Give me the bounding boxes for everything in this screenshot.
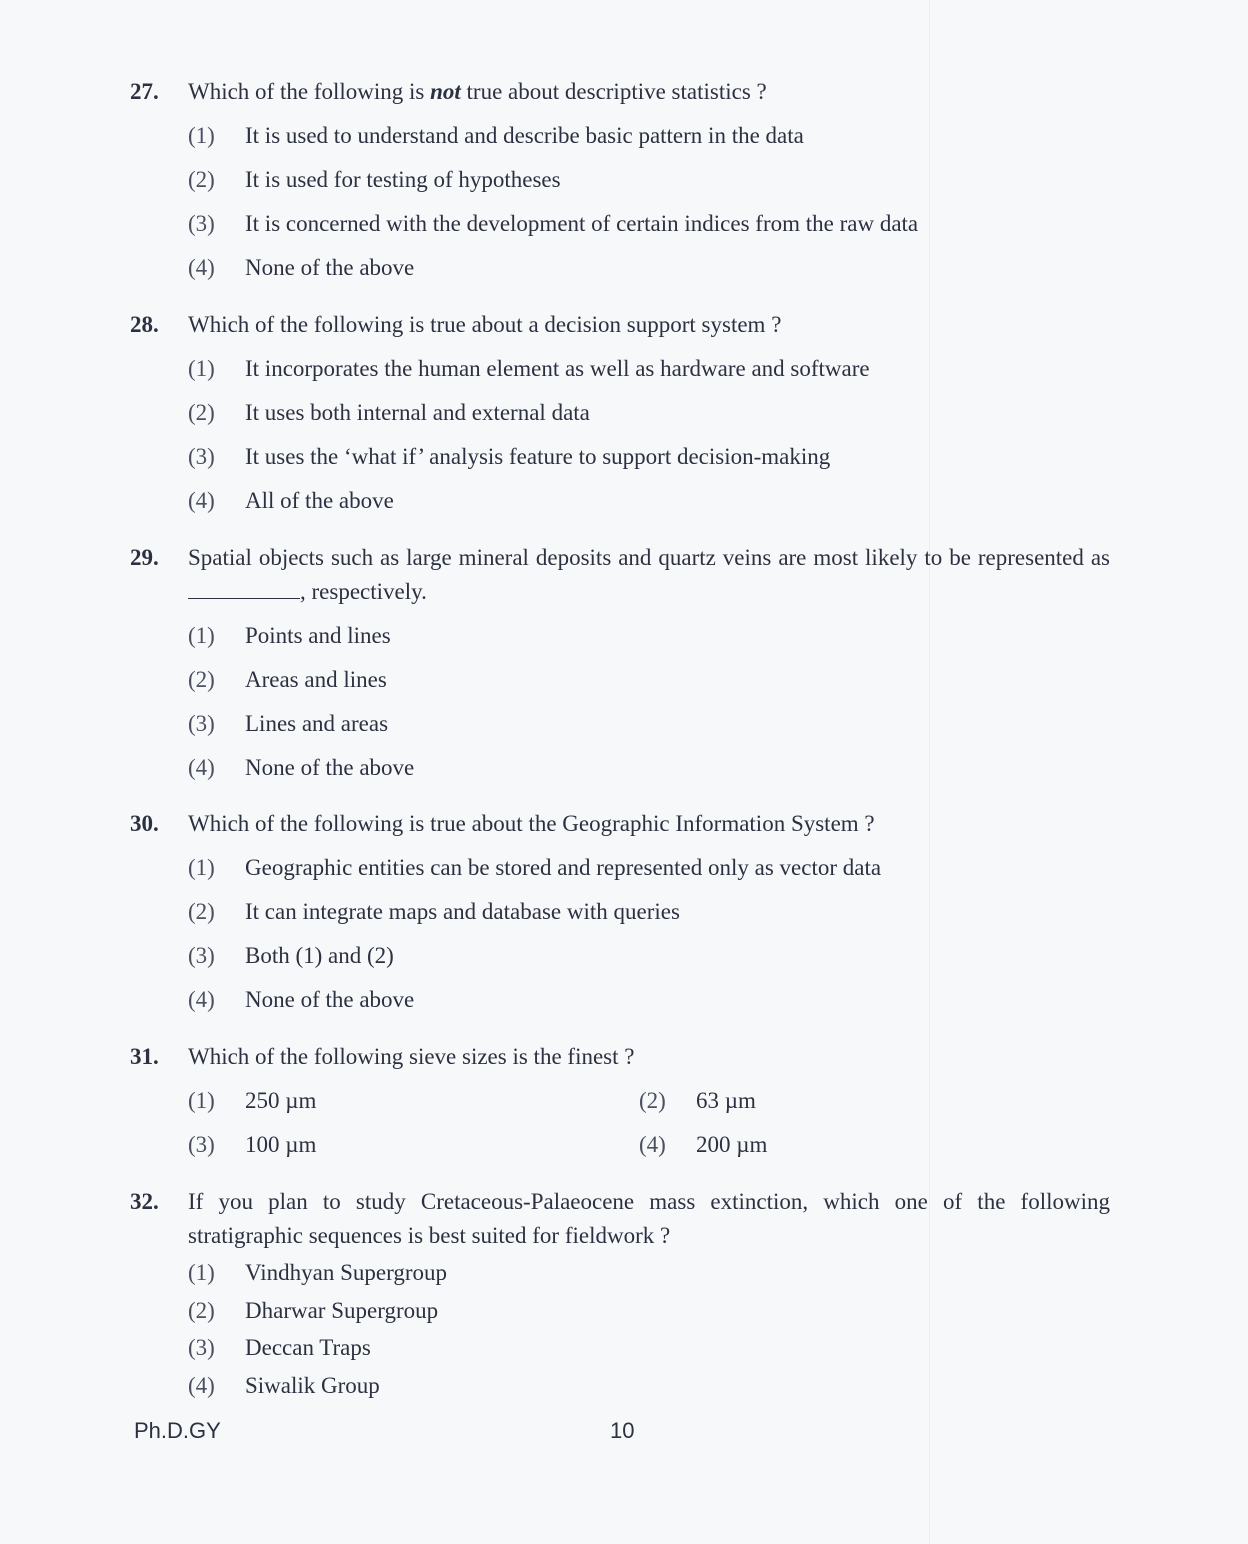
question-number: 30. [130, 811, 159, 836]
option-1: (1) 250 µm [188, 1088, 317, 1113]
option-3: (3) It uses the ‘what if’ analysis feature to support decision-making [188, 444, 831, 469]
emphasis-not: not [430, 79, 461, 104]
options-list [188, 1256, 1110, 1406]
option-3: (3) 100 µm [188, 1132, 317, 1157]
question-text: Which of the following is true about a decision support system ? [188, 312, 782, 337]
option-4: (4) None of the above [188, 255, 415, 280]
option-4: (4) None of the above [188, 987, 415, 1012]
option-2: (2) 63 µm [639, 1088, 756, 1113]
paper-code: Ph.D.GY [134, 1418, 221, 1443]
option-1: (1) It incorporates the human element as well as hardware and software [188, 356, 870, 381]
option-1: (1) It is used to understand and describe basic pattern in the data [188, 123, 804, 148]
question-30 [130, 807, 1110, 1027]
option-4: (4) Siwalik Group [188, 1372, 380, 1398]
options-list [188, 619, 1110, 795]
option-4: (4) All of the above [188, 488, 394, 513]
question-text: Spatial objects such as large mineral deposits and quartz veins are most likely to be represented as , respectively. [188, 545, 1110, 604]
question-text: Which of the following sieve sizes is the finest ? [188, 1044, 635, 1069]
question-27 [130, 75, 1110, 295]
options-list [188, 352, 1110, 528]
answer-blank [188, 578, 300, 599]
options-list [188, 119, 1110, 295]
option-3: (3) Lines and areas [188, 711, 389, 736]
option-1: (1) Vindhyan Supergroup [188, 1260, 447, 1285]
option-1: (1) Geographic entities can be stored and represented only as vector data [188, 855, 882, 880]
option-3: (3) It is concerned with the development of certain indices from the raw data [188, 211, 919, 236]
option-3: (3) Both (1) and (2) [188, 943, 394, 968]
question-number: 31. [130, 1044, 159, 1069]
option-2: (2) Areas and lines [188, 667, 387, 692]
question-number: 32. [130, 1189, 159, 1214]
option-1: (1) Points and lines [188, 623, 391, 648]
options-grid [188, 1084, 1110, 1172]
question-29 [130, 541, 1110, 795]
question-28 [130, 308, 1110, 528]
option-2: (2) It can integrate maps and database with queries [188, 899, 680, 924]
question-32 [130, 1185, 1110, 1406]
question-number: 27. [130, 79, 159, 104]
options-list [188, 851, 1110, 1027]
option-3: (3) Deccan Traps [188, 1335, 371, 1360]
question-31 [130, 1040, 1110, 1172]
question-text: Which of the following is true about the Geographic Information System ? [188, 811, 875, 836]
option-2: (2) It uses both internal and external data [188, 400, 590, 425]
option-2: (2) Dharwar Supergroup [188, 1297, 439, 1323]
question-text: If you plan to study Cretaceous-Palaeocene mass extinction, which one of the following stratigraphic sequences is best suited for fieldwork ? [188, 1189, 1110, 1248]
option-2: (2) It is used for testing of hypotheses [188, 167, 561, 192]
option-4: (4) 200 µm [639, 1132, 768, 1157]
question-number: 29. [130, 545, 159, 570]
question-text: Which of the following is not true about descriptive statistics ? [188, 79, 767, 104]
option-4: (4) None of the above [188, 755, 415, 780]
page-number: 10 [610, 1418, 635, 1443]
question-number: 28. [130, 312, 159, 337]
